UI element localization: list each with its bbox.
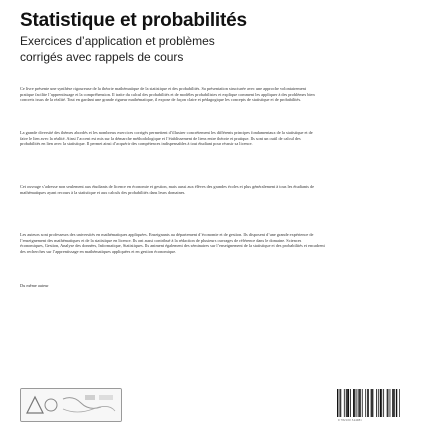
- barcode-bar: [390, 389, 391, 417]
- barcode-bar: [355, 389, 356, 417]
- isbn-barcode: [336, 388, 400, 418]
- author-bio-paragraph: Les auteurs sont professeurs des universités en mathématiques appliquées. Enseignants au département d’économie et de gestion. Ils disposent d’une grande expérience de l’enseignement des mathématiques et de la statistique en licence. Ils ont aussi contribué à la rédaction de plusieurs ouvrages de référence dans le domaine. Sciences économiques, Gestion, Analyse des données, Informatique, Statistiques. Ils animent également des séminaires sur l’enseignement de la statistique et des probabilités et encadrent des recherches sur l’apprentissage en mathématiques appliquées et en gestion économique.: [20, 232, 325, 254]
- more-by-author-label: Du même auteur: [20, 283, 49, 288]
- barcode-bar: [381, 389, 382, 417]
- barcode-bar: [350, 389, 351, 417]
- barcode-bar: [367, 389, 368, 417]
- barcode-bar: [371, 389, 372, 417]
- barcode-bar: [362, 389, 363, 417]
- book-subtitle-line-1: Exercices d’application et problèmes: [20, 34, 215, 48]
- barcode-bar: [344, 389, 345, 417]
- barcode-bar: [340, 389, 341, 417]
- barcode-bar: [347, 389, 348, 417]
- barcode-bar: [348, 389, 349, 417]
- barcode-bar: [399, 389, 400, 417]
- barcode-bar: [346, 389, 347, 417]
- barcode-graphic: [336, 388, 400, 418]
- barcode-bar: [373, 389, 374, 417]
- book-subtitle-line-2: corrigés avec rappels de cours: [20, 50, 184, 64]
- barcode-bar: [383, 389, 384, 417]
- barcode-bar: [388, 389, 389, 417]
- book-title: Statistique et probabilités: [20, 10, 247, 31]
- barcode-bar: [340, 389, 341, 417]
- barcode-bar: [353, 389, 354, 417]
- publisher-logo-graphic: [21, 389, 121, 421]
- isbn-number: 9 782100 544981: [338, 418, 362, 422]
- blurb-paragraph-2: La grande diversité des thèmes abordés et les nombreux exercices corrigés permettent d’illustrer concrètement les différents principes fondamentaux de la statistique et de faire le lien avec la réalité. Ainsi l’accent est mis sur la démarche méthodologique et l’établissement de liens entre théorie et pratique. Ils sont un outil de calcul des probabilités en lien avec la statistique. Il permet ainsi d’acquérir des compétences indispensables à tout étudiant pour réussir sa licence.: [20, 130, 313, 147]
- barcode-bar: [360, 389, 361, 417]
- barcode-bar: [392, 389, 393, 417]
- barcode-bar: [393, 389, 394, 417]
- barcode-bar: [380, 389, 381, 417]
- barcode-bar: [376, 389, 377, 417]
- barcode-bar: [394, 389, 395, 417]
- barcode-bar: [357, 389, 358, 417]
- barcode-bar: [358, 389, 359, 417]
- barcode-bar: [372, 389, 373, 417]
- barcode-bar: [378, 389, 379, 417]
- blurb-paragraph-3: Cet ouvrage s’adresse non seulement aux étudiants de licence en économie et gestion, mais aussi aux élèves des grandes écoles et plus généralement à tous les étudiants de mathématiques ayant recours à la statistique et aux calculs des probabilités dans leurs domaines.: [20, 184, 315, 195]
- publisher-logo: [20, 388, 122, 422]
- barcode-bar: [396, 389, 397, 417]
- blurb-paragraph-1: Ce livre présente une synthèse rigoureuse de la théorie mathématique de la statistique et des probabilités. Sa présentation structurée avec une approche volontairement pratique facilite l’apprentissage et la compréhension. Il traite du calcul des probabilités et de modèles probabilistes et explique comment les appliquer à des problèmes bien concrets issus de la réalité. Tout en gardant une grande rigueur mathématique, il expose de façon claire et pédagogique les concepts de statistique et de probabilités.: [20, 86, 315, 103]
- barcode-bar: [337, 389, 338, 417]
- barcode-bar: [387, 389, 388, 417]
- barcode-bar: [368, 389, 369, 417]
- barcode-bar: [365, 389, 366, 417]
